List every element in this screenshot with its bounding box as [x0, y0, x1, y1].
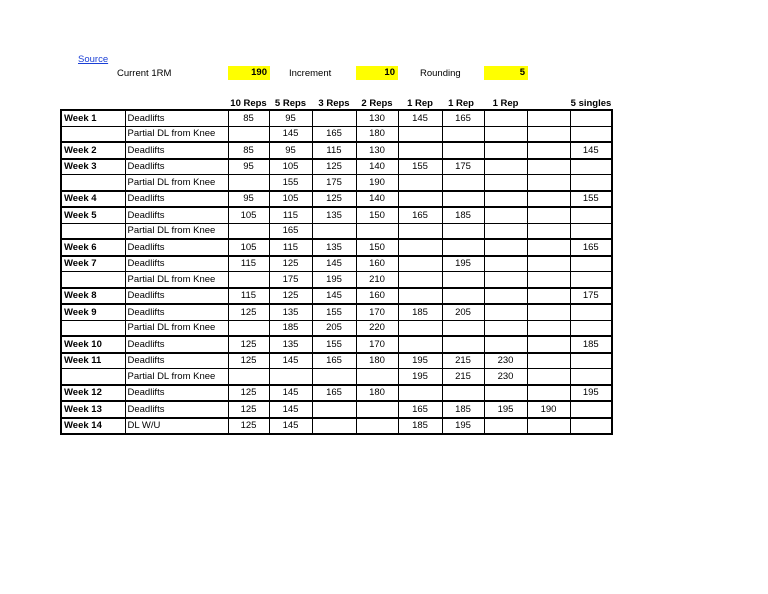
weight-cell[interactable] [527, 191, 570, 208]
rounding-label: Rounding [420, 68, 461, 79]
weight-cell[interactable]: 160 [356, 256, 398, 272]
table-row [61, 288, 612, 305]
weight-cell[interactable] [228, 223, 269, 239]
table-row [61, 369, 612, 385]
week-cell[interactable] [61, 272, 125, 288]
weight-cell[interactable] [312, 418, 356, 435]
weight-cell[interactable]: 125 [269, 288, 312, 305]
weight-cell[interactable]: 165 [312, 353, 356, 369]
weight-cell[interactable] [484, 110, 527, 126]
weight-cell[interactable]: 125 [228, 304, 269, 320]
weight-cell[interactable] [442, 191, 484, 208]
weight-cell[interactable] [356, 369, 398, 385]
exercise-cell[interactable]: Partial DL from Knee [125, 126, 228, 142]
table-row [61, 159, 612, 175]
week-cell[interactable] [61, 320, 125, 336]
weight-cell[interactable]: 165 [269, 223, 312, 239]
weight-cell[interactable]: 175 [570, 288, 612, 305]
weight-cell[interactable] [312, 223, 356, 239]
table-row [61, 256, 612, 272]
weight-cell[interactable] [398, 223, 442, 239]
column-header: 10 Reps [230, 98, 267, 109]
weight-cell[interactable] [398, 256, 442, 272]
weight-cell[interactable] [527, 142, 570, 159]
weight-cell[interactable]: 230 [484, 353, 527, 369]
table-row [61, 207, 612, 223]
weight-cell[interactable] [398, 288, 442, 305]
weight-cell[interactable] [398, 175, 442, 191]
weight-cell[interactable] [570, 353, 612, 369]
weight-cell[interactable] [570, 401, 612, 418]
table-row [61, 142, 612, 159]
weight-cell[interactable]: 145 [269, 385, 312, 402]
weight-cell[interactable] [527, 126, 570, 142]
column-header: 1 Rep [448, 98, 474, 109]
weight-cell[interactable] [312, 401, 356, 418]
weight-cell[interactable] [570, 207, 612, 223]
weight-cell[interactable]: 155 [398, 159, 442, 175]
weight-cell[interactable]: 175 [442, 159, 484, 175]
weight-cell[interactable] [570, 272, 612, 288]
weight-cell[interactable]: 185 [570, 336, 612, 353]
week-cell[interactable]: Week 7 [61, 256, 125, 272]
weight-cell[interactable] [527, 336, 570, 353]
weight-cell[interactable]: 115 [269, 207, 312, 223]
week-cell[interactable]: Week 13 [61, 401, 125, 418]
exercise-cell[interactable]: Deadlifts [125, 353, 228, 369]
weight-cell[interactable] [527, 175, 570, 191]
weight-cell[interactable] [570, 110, 612, 126]
exercise-cell[interactable]: Deadlifts [125, 385, 228, 402]
exercise-cell[interactable]: Deadlifts [125, 110, 228, 126]
table-row [61, 320, 612, 336]
table-row [61, 418, 612, 435]
weight-cell[interactable]: 125 [228, 418, 269, 435]
weight-cell[interactable] [442, 142, 484, 159]
weight-cell[interactable]: 160 [356, 288, 398, 305]
weight-cell[interactable]: 215 [442, 369, 484, 385]
weight-cell[interactable]: 170 [356, 304, 398, 320]
weight-cell[interactable]: 105 [228, 239, 269, 256]
weight-cell[interactable] [570, 159, 612, 175]
table-row [61, 175, 612, 191]
table-row [61, 110, 612, 126]
current-1rm-value[interactable]: 190 [228, 66, 270, 80]
weight-cell[interactable]: 180 [356, 353, 398, 369]
weight-cell[interactable]: 175 [269, 272, 312, 288]
weight-cell[interactable]: 185 [442, 401, 484, 418]
weight-cell[interactable]: 85 [228, 142, 269, 159]
weight-cell[interactable] [484, 304, 527, 320]
weight-cell[interactable]: 210 [356, 272, 398, 288]
week-cell[interactable]: Week 10 [61, 336, 125, 353]
weight-cell[interactable]: 155 [570, 191, 612, 208]
weight-cell[interactable]: 205 [442, 304, 484, 320]
table-row [61, 304, 612, 320]
weight-cell[interactable] [398, 385, 442, 402]
week-cell[interactable] [61, 175, 125, 191]
weight-cell[interactable] [484, 207, 527, 223]
weight-cell[interactable] [398, 336, 442, 353]
exercise-cell[interactable]: Partial DL from Knee [125, 175, 228, 191]
exercise-cell[interactable]: Deadlifts [125, 239, 228, 256]
weight-cell[interactable] [570, 369, 612, 385]
weight-cell[interactable]: 190 [356, 175, 398, 191]
weight-cell[interactable] [398, 239, 442, 256]
weight-cell[interactable] [228, 272, 269, 288]
increment-value[interactable]: 10 [356, 66, 398, 80]
weight-cell[interactable]: 195 [398, 353, 442, 369]
weight-cell[interactable]: 115 [312, 142, 356, 159]
weight-cell[interactable] [398, 191, 442, 208]
weight-cell[interactable] [442, 272, 484, 288]
week-cell[interactable]: Week 2 [61, 142, 125, 159]
weight-cell[interactable] [527, 288, 570, 305]
weight-cell[interactable] [356, 401, 398, 418]
weight-cell[interactable] [356, 223, 398, 239]
weight-cell[interactable] [527, 272, 570, 288]
weight-cell[interactable]: 140 [356, 159, 398, 175]
week-cell[interactable] [61, 369, 125, 385]
weight-cell[interactable]: 165 [312, 385, 356, 402]
weight-cell[interactable]: 125 [228, 353, 269, 369]
weight-cell[interactable]: 115 [269, 239, 312, 256]
week-cell[interactable]: Week 6 [61, 239, 125, 256]
weight-cell[interactable] [442, 320, 484, 336]
table-row [61, 191, 612, 208]
weight-cell[interactable] [228, 126, 269, 142]
week-cell[interactable] [61, 126, 125, 142]
weight-cell[interactable] [442, 223, 484, 239]
weight-cell[interactable] [398, 126, 442, 142]
source-link[interactable]: Source [78, 54, 109, 65]
weight-cell[interactable] [442, 288, 484, 305]
table-row [61, 336, 612, 353]
weight-cell[interactable]: 105 [269, 191, 312, 208]
exercise-cell[interactable]: Deadlifts [125, 142, 228, 159]
weight-cell[interactable] [484, 288, 527, 305]
exercise-cell[interactable]: Deadlifts [125, 401, 228, 418]
increment-label: Increment [289, 68, 332, 79]
column-header: 5 Reps [274, 98, 307, 109]
weight-cell[interactable]: 165 [570, 239, 612, 256]
column-header: 1 Rep [492, 98, 519, 109]
weight-cell[interactable] [442, 175, 484, 191]
weight-cell[interactable] [398, 142, 442, 159]
weight-cell[interactable]: 145 [269, 126, 312, 142]
weight-cell[interactable]: 135 [269, 304, 312, 320]
weight-cell[interactable]: 195 [398, 369, 442, 385]
weight-cell[interactable] [484, 256, 527, 272]
weight-cell[interactable] [527, 385, 570, 402]
weight-cell[interactable]: 125 [228, 336, 269, 353]
weight-cell[interactable] [527, 223, 570, 239]
weight-cell[interactable]: 130 [356, 110, 398, 126]
weight-cell[interactable]: 180 [356, 126, 398, 142]
weight-cell[interactable]: 130 [356, 142, 398, 159]
weight-cell[interactable] [398, 272, 442, 288]
table-row [61, 223, 612, 239]
week-cell[interactable]: Week 8 [61, 288, 125, 305]
exercise-cell[interactable]: Partial DL from Knee [125, 272, 228, 288]
weight-cell[interactable]: 170 [356, 336, 398, 353]
weight-cell[interactable]: 165 [398, 401, 442, 418]
weight-cell[interactable]: 155 [269, 175, 312, 191]
weight-cell[interactable] [527, 239, 570, 256]
week-cell[interactable]: Week 5 [61, 207, 125, 223]
table-row [61, 385, 612, 402]
week-cell[interactable]: Week 9 [61, 304, 125, 320]
weight-cell[interactable]: 125 [228, 385, 269, 402]
weight-cell[interactable]: 175 [312, 175, 356, 191]
weight-cell[interactable] [527, 256, 570, 272]
weight-cell[interactable] [442, 126, 484, 142]
weight-cell[interactable]: 145 [570, 142, 612, 159]
weight-cell[interactable] [527, 159, 570, 175]
weight-cell[interactable] [356, 418, 398, 435]
table-row [61, 126, 612, 142]
week-cell[interactable]: Week 4 [61, 191, 125, 208]
weight-cell[interactable] [484, 336, 527, 353]
weight-cell[interactable] [570, 256, 612, 272]
weight-cell[interactable]: 105 [228, 207, 269, 223]
weight-cell[interactable]: 180 [356, 385, 398, 402]
weight-cell[interactable]: 145 [312, 288, 356, 305]
weight-cell[interactable] [527, 207, 570, 223]
weight-cell[interactable] [228, 320, 269, 336]
current-1rm-label: Current 1RM [117, 68, 172, 79]
weight-cell[interactable] [484, 126, 527, 142]
column-header: 3 Reps [318, 98, 350, 109]
weight-cell[interactable]: 115 [228, 256, 269, 272]
weight-cell[interactable]: 165 [312, 126, 356, 142]
weight-cell[interactable]: 135 [269, 336, 312, 353]
weight-cell[interactable]: 230 [484, 369, 527, 385]
weight-cell[interactable]: 185 [442, 207, 484, 223]
table-row [61, 272, 612, 288]
weight-cell[interactable] [527, 369, 570, 385]
exercise-cell[interactable]: DL W/U [125, 418, 228, 435]
weight-cell[interactable] [269, 369, 312, 385]
weight-cell[interactable]: 125 [269, 256, 312, 272]
weight-cell[interactable] [527, 304, 570, 320]
week-cell[interactable]: Week 1 [61, 110, 125, 126]
exercise-cell[interactable]: Deadlifts [125, 288, 228, 305]
weight-cell[interactable] [570, 418, 612, 435]
column-header: 1 Rep [407, 98, 433, 109]
exercise-cell[interactable]: Partial DL from Knee [125, 369, 228, 385]
weight-cell[interactable] [484, 191, 527, 208]
weight-cell[interactable] [570, 126, 612, 142]
week-cell[interactable]: Week 3 [61, 159, 125, 175]
table-row [61, 239, 612, 256]
week-cell[interactable] [61, 223, 125, 239]
weight-cell[interactable]: 135 [312, 207, 356, 223]
weight-cell[interactable]: 190 [527, 401, 570, 418]
rounding-value[interactable]: 5 [484, 66, 528, 80]
weight-cell[interactable]: 155 [312, 304, 356, 320]
exercise-cell[interactable]: Partial DL from Knee [125, 320, 228, 336]
week-cell[interactable]: Week 12 [61, 385, 125, 402]
exercise-cell[interactable]: Deadlifts [125, 336, 228, 353]
column-header: 2 Reps [361, 98, 393, 109]
weight-cell[interactable] [484, 223, 527, 239]
weight-cell[interactable]: 125 [228, 401, 269, 418]
week-cell[interactable]: Week 11 [61, 353, 125, 369]
weight-cell[interactable] [527, 320, 570, 336]
weight-cell[interactable]: 145 [398, 110, 442, 126]
weight-cell[interactable]: 185 [398, 418, 442, 435]
weight-cell[interactable] [484, 385, 527, 402]
weight-cell[interactable]: 185 [269, 320, 312, 336]
weight-cell[interactable]: 105 [269, 159, 312, 175]
weight-cell[interactable] [228, 175, 269, 191]
weight-cell[interactable] [398, 320, 442, 336]
weight-cell[interactable]: 195 [442, 256, 484, 272]
weight-cell[interactable]: 145 [269, 418, 312, 435]
weight-cell[interactable] [570, 223, 612, 239]
weight-cell[interactable]: 145 [269, 353, 312, 369]
weight-cell[interactable]: 145 [312, 256, 356, 272]
weight-cell[interactable] [484, 175, 527, 191]
weight-cell[interactable]: 165 [442, 110, 484, 126]
weight-cell[interactable]: 85 [228, 110, 269, 126]
weight-cell[interactable]: 155 [312, 336, 356, 353]
weight-cell[interactable] [484, 142, 527, 159]
weight-cell[interactable]: 95 [269, 142, 312, 159]
exercise-cell[interactable]: Deadlifts [125, 159, 228, 175]
exercise-cell[interactable]: Deadlifts [125, 304, 228, 320]
weight-cell[interactable]: 95 [228, 159, 269, 175]
weight-cell[interactable]: 95 [228, 191, 269, 208]
week-cell[interactable]: Week 14 [61, 418, 125, 435]
weight-cell[interactable]: 125 [312, 159, 356, 175]
weight-cell[interactable] [570, 320, 612, 336]
exercise-cell[interactable]: Deadlifts [125, 256, 228, 272]
table-row [61, 401, 612, 418]
weight-cell[interactable]: 205 [312, 320, 356, 336]
deadlift-schedule-table [60, 109, 613, 435]
weight-cell[interactable]: 150 [356, 239, 398, 256]
exercise-cell[interactable]: Deadlifts [125, 207, 228, 223]
weight-cell[interactable]: 95 [269, 110, 312, 126]
weight-cell[interactable] [442, 385, 484, 402]
weight-cell[interactable] [442, 239, 484, 256]
weight-cell[interactable] [527, 418, 570, 435]
weight-cell[interactable]: 115 [228, 288, 269, 305]
weight-cell[interactable] [228, 369, 269, 385]
weight-cell[interactable]: 135 [312, 239, 356, 256]
weight-cell[interactable] [484, 272, 527, 288]
weight-cell[interactable] [570, 304, 612, 320]
weight-cell[interactable]: 195 [442, 418, 484, 435]
weight-cell[interactable]: 215 [442, 353, 484, 369]
weight-cell[interactable]: 165 [398, 207, 442, 223]
weight-cell[interactable] [484, 418, 527, 435]
column-header: 5 singles [570, 98, 612, 109]
weight-cell[interactable] [570, 175, 612, 191]
weight-cell[interactable] [484, 239, 527, 256]
weight-cell[interactable]: 195 [312, 272, 356, 288]
exercise-cell[interactable]: Deadlifts [125, 191, 228, 208]
exercise-cell[interactable]: Partial DL from Knee [125, 223, 228, 239]
weight-cell[interactable]: 195 [570, 385, 612, 402]
weight-cell[interactable]: 220 [356, 320, 398, 336]
weight-cell[interactable] [484, 320, 527, 336]
weight-cell[interactable]: 125 [312, 191, 356, 208]
weight-cell[interactable]: 140 [356, 191, 398, 208]
weight-cell[interactable] [442, 336, 484, 353]
weight-cell[interactable]: 145 [269, 401, 312, 418]
weight-cell[interactable] [527, 353, 570, 369]
weight-cell[interactable]: 185 [398, 304, 442, 320]
weight-cell[interactable] [312, 369, 356, 385]
weight-cell[interactable]: 150 [356, 207, 398, 223]
weight-cell[interactable] [312, 110, 356, 126]
weight-cell[interactable] [527, 110, 570, 126]
weight-cell[interactable]: 195 [484, 401, 527, 418]
table-row [61, 353, 612, 369]
weight-cell[interactable] [484, 159, 527, 175]
